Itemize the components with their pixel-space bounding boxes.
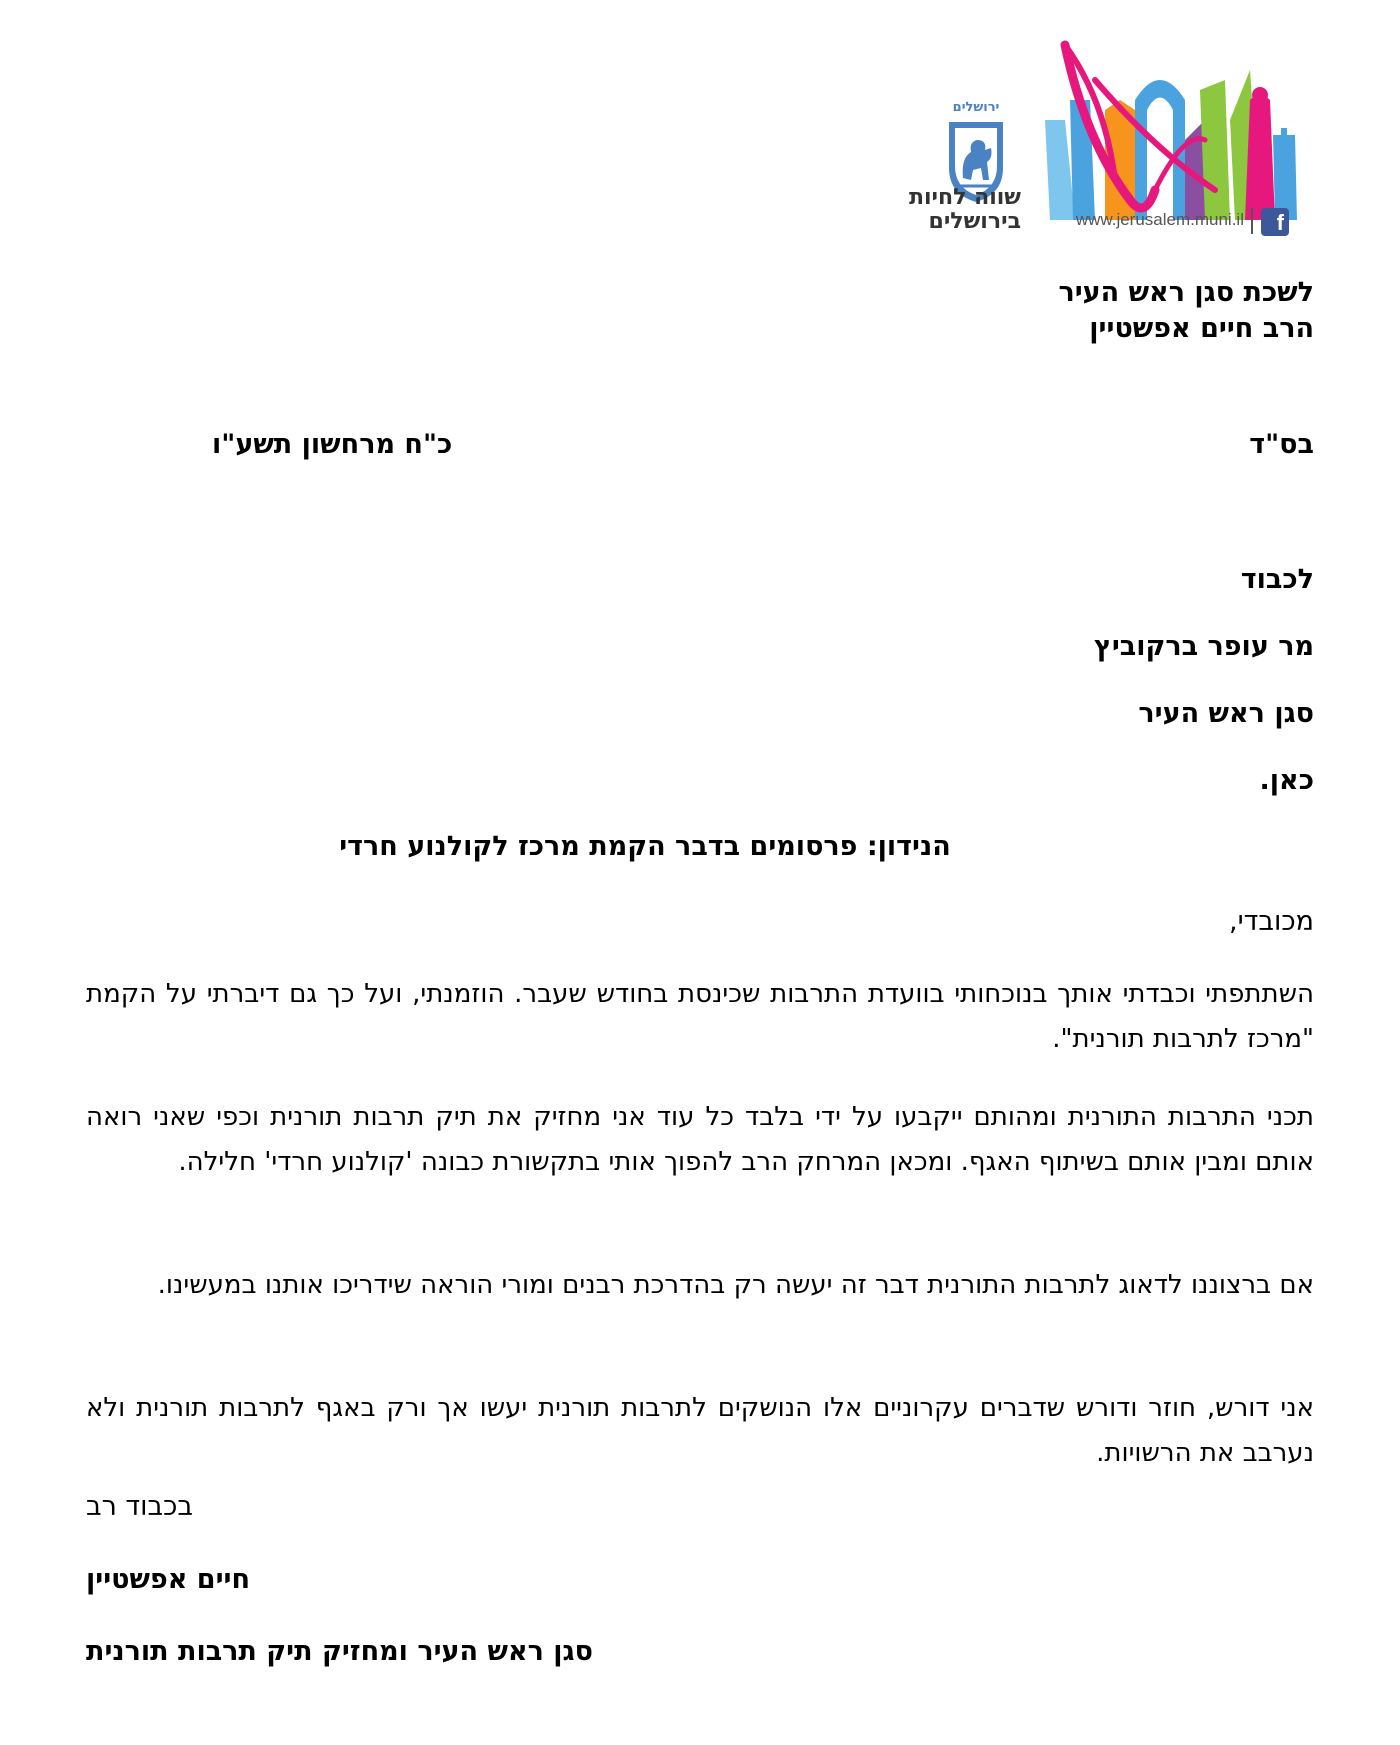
subject-line bbox=[86, 830, 1314, 864]
subject-text: הנידון: פרסומים בדבר הקמת מרכז לקולנוע חרדי bbox=[339, 831, 951, 862]
body-paragraph-1: השתתפתי וכבדתי אותך בנוכחותי בוועדת התרבות שכינסת בחודש שעבר. הוזמנתי, ועל כך גם דיברתי על הקמת "מרכז לתרבות תורנית". bbox=[86, 979, 1314, 1054]
recipient-title: סגן ראש העיר bbox=[1138, 698, 1314, 729]
office-line-1: לשכת סגן ראש העיר bbox=[1058, 277, 1314, 308]
signature-name: חיים אפשטיין bbox=[86, 1564, 251, 1595]
recipient-place: כאן. bbox=[1259, 765, 1314, 796]
city-skyline-art bbox=[1035, 40, 1305, 230]
body-paragraph-4: אני דורש, חוזר ודורש שדברים עקרוניים אלו הנושקים לתרבות תורנית יעשו אך ורק באגף לתרבות תורנית ולא נערבב את הרשויות. bbox=[86, 1393, 1314, 1468]
facebook-icon: f bbox=[1261, 208, 1289, 236]
recipient-honorific: לכבוד bbox=[1240, 564, 1314, 595]
greeting: מכובדי, bbox=[1229, 906, 1314, 937]
slogan-line-1: שווה לחיות bbox=[908, 185, 1021, 210]
closing: בכבוד רב bbox=[86, 1491, 194, 1522]
website-url: www.jerusalem.muni.il bbox=[1075, 210, 1244, 229]
recipient-name: מר עופר ברקוביץ bbox=[1094, 631, 1314, 662]
office-header bbox=[1058, 275, 1314, 347]
letter-date: כ"ח מרחשון תשע"ו bbox=[212, 429, 453, 460]
divider bbox=[1251, 208, 1253, 234]
bsd-mark: בס"ד bbox=[1249, 429, 1314, 460]
city-slogan bbox=[895, 186, 1021, 234]
body-paragraph-3: אם ברצוננו לדאוג לתרבות התורנית דבר זה יעשה רק בהדרכת רבנים ומורי הוראה שידריכו אותנו במעשינו. bbox=[157, 1270, 1314, 1300]
signature-title: סגן ראש העיר ומחזיק תיק תרבות תורנית bbox=[86, 1636, 593, 1667]
emblem-title: ירושלים bbox=[952, 100, 1000, 115]
body-paragraph-2: תכני התרבות התורנית ומהותם ייקבעו על ידי בלבד כל עוד אני מחזיק את תיק תרבות תורנית וכפי שאני רואה אותם ומבין אותם בשיתוף האגף. ומכאן המרחק הרב להפוך אותי בתקשורת כבונה 'קולנוע חרדי' חלילה. bbox=[86, 1102, 1314, 1177]
office-line-2: הרב חיים אפשטיין bbox=[1089, 313, 1314, 344]
slogan-line-2: בירושלים bbox=[928, 209, 1021, 234]
jerusalem-municipality-logo bbox=[895, 40, 1315, 250]
